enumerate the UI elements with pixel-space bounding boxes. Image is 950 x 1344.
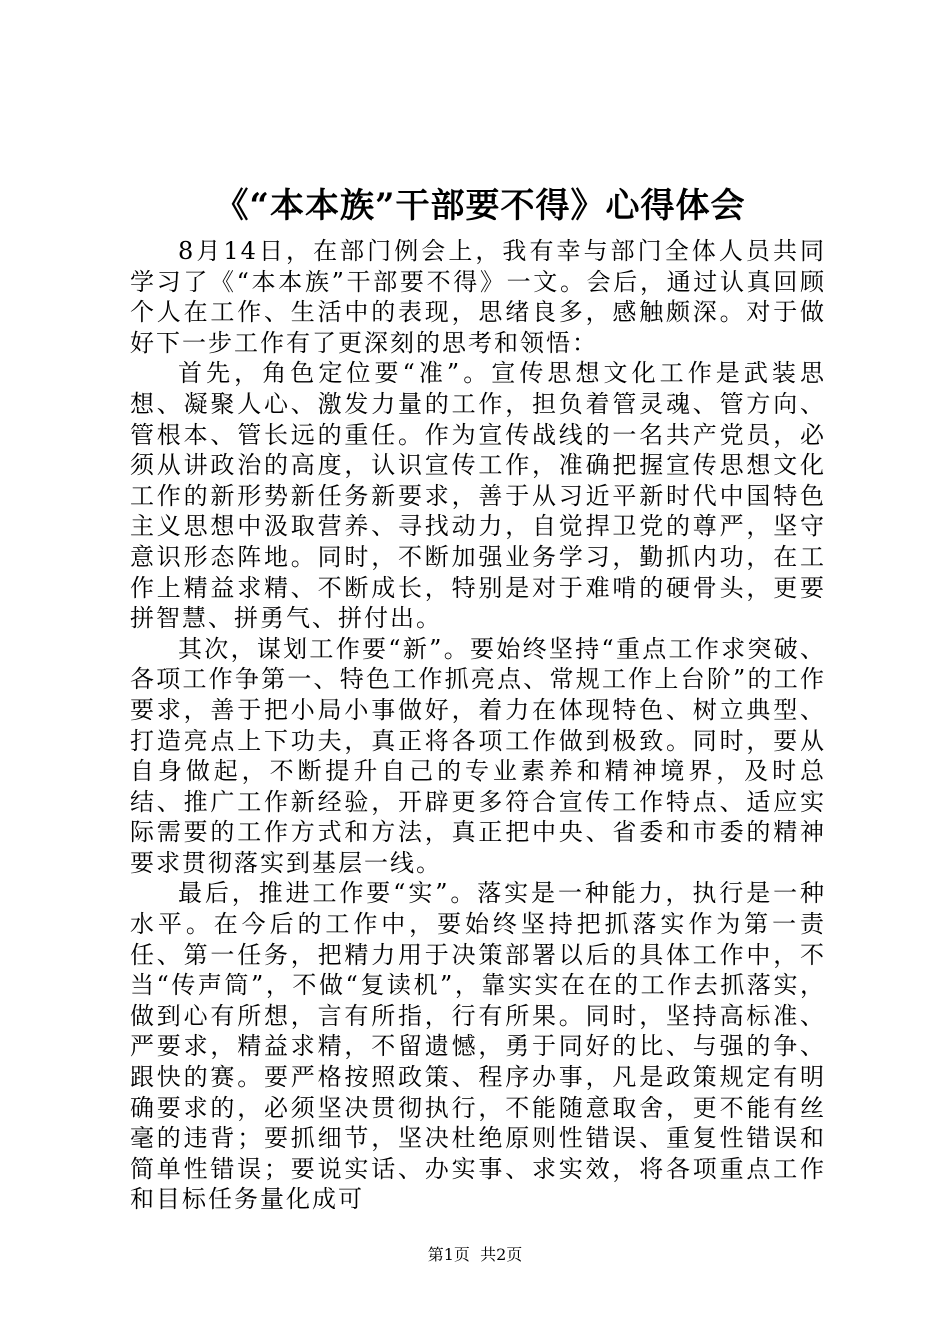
page-footer: [0, 1244, 950, 1266]
paragraph-intro: 8月14日，在部门例会上，我有幸与部门全体人员共同学习了《“本本族”干部要不得》一文。会后，通过认真回顾个人在工作、生活中的表现，思绪良多，感触颇深。对于做好下一步工作有了更深刻的思考和领悟：: [130, 237, 826, 357]
paragraph-third-point: 最后，推进工作要“实”。落实是一种能力，执行是一种水平。在今后的工作中，要始终坚持把抓落实作为第一责任、第一任务，把精力用于决策部署以后的具体工作中，不当“传声筒”，不做“复读机”，靠实实在在的工作去抓落实，做到心有所想，言有所指，行有所果。同时，坚持高标准、严要求，精益求精，不留遗憾，勇于同好的比、与强的争、跟快的赛。要严格按照政策、程序办事，凡是政策规定有明确要求的，必须坚决贯彻执行，不能随意取舍，更不能有丝毫的违背；要抓细节，坚决杜绝原则性错误、重复性错误和简单性错误；要说实话、办实事、求实效，将各项重点工作和目标任务量化成可: [130, 879, 826, 1214]
paragraph-first-point: 首先，角色定位要“准”。宣传思想文化工作是武装思想、凝聚人心、激发力量的工作，担负着管灵魂、管方向、管根本、管长远的重任。作为宣传战线的一名共产党员，必须从讲政治的高度，认识宣传工作，准确把握宣传思想文化工作的新形势新任务新要求，善于从习近平新时代中国特色主义思想中汲取营养、寻找动力，自觉捍卫党的尊严，坚守意识形态阵地。同时，不断加强业务学习，勤抓内功，在工作上精益求精、不断成长，特别是对于难啃的硬骨头，更要拼智慧、拼勇气、拼付出。: [130, 359, 826, 633]
document-title: 《“本本族”干部要不得》心得体会: [214, 186, 746, 226]
document-body: [130, 236, 826, 1215]
page-number: 第1页 共2页: [427, 1245, 523, 1264]
paragraph-second-point: 其次，谋划工作要“新”。要始终坚持“重点工作求突破、各项工作争第一、特色工作抓亮点、常规工作上台阶”的工作要求，善于把小局小事做好，着力在体现特色、树立典型、打造亮点上下功夫，真正将各项工作做到极致。同时，要从自身做起，不断提升自己的专业素养和精神境界，及时总结、推广工作新经验，开辟更多符合宣传工作特点、适应实际需要的工作方式和方法，真正把中央、省委和市委的精神要求贯彻落实到基层一线。: [130, 634, 826, 877]
